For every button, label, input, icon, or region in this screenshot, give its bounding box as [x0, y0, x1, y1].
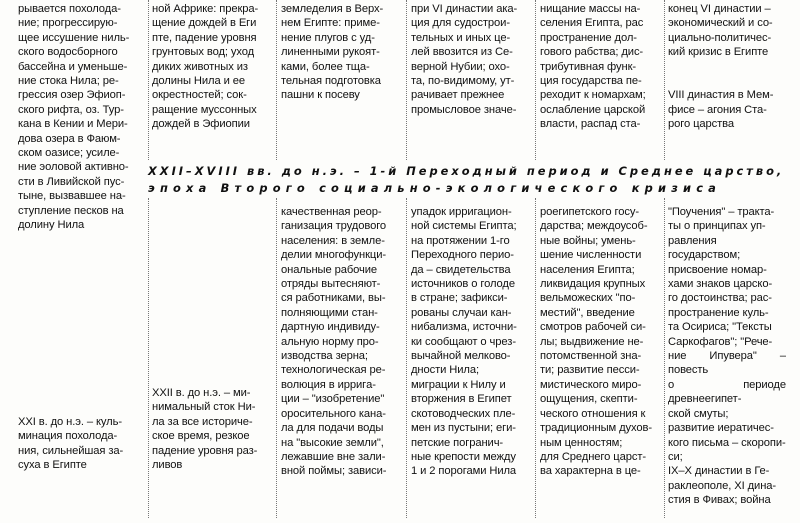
bottom-col-2-text: XXII в. до н.э. – ми- нимальный сток Ни- ла за все историче- ское время, резкое падение уровня раз- ливов: [152, 387, 258, 472]
top-col-2-text: ной Африке: прекра- щение дождей в Еги пте, падение уровня грунтовых вод; уход диких животных из долины Нила и ее окрестностей; сок- ращение муссонных дождей в Эфиопии: [152, 3, 259, 131]
top-col-6-text: конец VI династии – экономический и со- циально-политичес- кий кризис в Египте VIII династия в Мем- фисе – агония Ста- рого царства: [668, 3, 774, 131]
top-col-6-politics: [668, 2, 786, 157]
top-separator-3: [406, 0, 408, 160]
top-separator-5: [664, 0, 666, 160]
top-col-4-text: при VI династии ака- ция для судострои- тельных и иных це- лей ввозится из Се- верной Нубии; охо- та, по-видимому, ут- рачивает прежнее промысловое значе-: [411, 3, 518, 116]
top-separator-4: [535, 0, 537, 160]
top-col-5-text: нищание массы на- селения Египта, рас пространение дол- гового рабства; дис- трибутивная функ- ция государства пе- реходит к номархам; ослабление царской власти, распад ста-: [540, 3, 646, 131]
bottom-separator-4: [535, 198, 537, 518]
top-col-3-text: земледелия в Верх- нем Египте: приме- нение плугов с уд- линенными рукоят- ками, более тща- тельная подготовка пашни к посеву: [281, 3, 384, 102]
bottom-separator-2: [276, 198, 278, 518]
bottom-col-4-text: упадок ирригацион- ной системы Египта; на протяжении 1-го Переходного перио- да – свидетельства источников о голоде в стране; зафикси- рованы случаи кан- нибализма, источни- ки сообщают о чрез- вычайной мелково- дности Нила; миграции к Нилу и вторжения в Египет скотоводческих пле- мен из пустыни; еги- петские погранич- ные крепости между 1 и 2 порогами Нила: [411, 206, 517, 478]
bottom-col-6-text: "Поучения" – тракта- ты о принципах уп- равления государством; присвоение номар- хами знаков царско- го достоинства; рас- пространение куль- та Осириса; "Тексты Саркофагов"; "Рече- ние Ипувера" – повесть о периоде древнеегипет- ской смуты; развитие иератичес- кого письма – скоропи- си; IX–X династии в Ге- раклеополе, XI дина- стия в Фивах; война: [668, 206, 786, 505]
bottom-col-6-politics: [668, 205, 786, 505]
top-col-5-society: [540, 2, 658, 157]
bottom-col-3-agriculture: [281, 205, 399, 505]
period-heading-line-2: эпоха Второго социально-экологического кризиса: [148, 181, 722, 195]
bottom-col-4-irrigation: [411, 205, 529, 505]
bottom-separator-3: [406, 198, 408, 518]
period-heading: [148, 163, 788, 197]
bottom-col-5-society: [540, 205, 658, 505]
top-col-3-agriculture: [281, 2, 399, 157]
top-separator-1: [148, 0, 150, 160]
top-col-4-resources: [411, 2, 529, 157]
period-heading-line-1: XXII–XVIII вв. до н.э. – 1-й Переходный период и Среднее царство,: [148, 164, 785, 178]
bottom-separator-1: [148, 198, 150, 518]
bottom-col-3-text: качественная реор- ганизация трудового населения: в земле- делии многофункци- ональные рабочие отряды вытесняют- ся работниками, вы- полняющими стан- дартную индивиду- альную норму про- изводства зерна; технологическая ре- волюция в ирригa- ции – "изобретение" оросительного кана- ла для подачи воды на "высокие земли", лежавшие вне зали- вной поймы; зависи-: [281, 206, 387, 478]
bottom-col-2-hydrology: [152, 386, 270, 486]
bottom-separator-5: [664, 198, 666, 518]
top-col-1-climate: [18, 2, 146, 237]
bottom-col-5-text: роегипетского госу- дарства; междоусоб- ные войны; умень- шение численности населения Египта; ликвидация крупных вельможеских "по- местий", введение смотров рабочей си- лы; выдвижение не- потомственной зна- ти; развитие песси- мистического миро- ощущения, скепти- ческого отношения к традиционным духов- ным ценностям; для Среднего царст- ва характерна в це-: [540, 206, 653, 478]
bottom-col-1-text: XXI в. до н.э. – куль- минация похолода- ния, сильнейшая за- суха в Египте: [18, 416, 124, 472]
top-col-2-climate: [152, 2, 270, 157]
top-separator-2: [276, 0, 278, 160]
bottom-col-1-climate: [18, 415, 146, 495]
top-col-1-text: рывается похолода- ние; прогрессирую- щее иссушение ниль- ского водосборного бассейна и уменьше- ние стока Нила; ре- грессия озер Эфиоп- ского рифта, оз. Тур- кана в Кении и Мери- дова озера в Фаюм- ском оазисе; усиле- ние эоловой активно- сти в Ливийской пус- тыне, вызвавшее на- ступление песков на долину Нила: [18, 3, 130, 232]
